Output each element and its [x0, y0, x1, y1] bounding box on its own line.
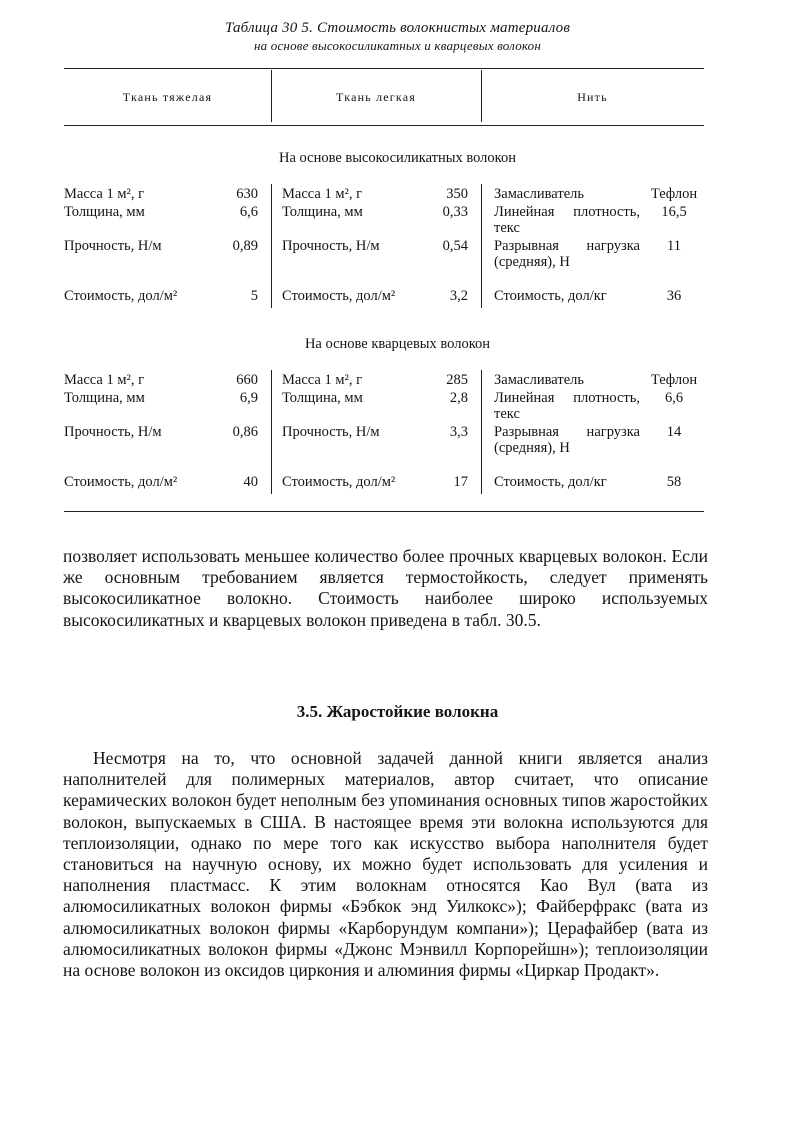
column-divider: [481, 184, 482, 308]
light-param-label: Масса 1 м², г: [282, 372, 363, 388]
table-top-rule: [64, 68, 704, 69]
yarn-param-label: Разрывная нагрузка (средняя), Н: [494, 238, 640, 270]
yarn-param-value: 16,5: [661, 204, 687, 220]
column-divider: [271, 184, 272, 308]
table-caption-subtitle: на основе высокосиликатных и кварцевых волокон: [253, 38, 542, 53]
light-param-value: 3,2: [449, 288, 468, 304]
light-param-value: 3,3: [449, 424, 468, 440]
yarn-param-value: 6,6: [664, 390, 684, 406]
column-divider: [481, 370, 482, 494]
light-param-value: 0,54: [442, 238, 468, 254]
yarn-param-value: 14: [666, 424, 682, 440]
light-param-label: Толщина, мм: [282, 204, 363, 220]
body-paragraph-2: Несмотря на то, что основной задачей данной книги является анализ наполнителей для полимерных материалов, автор считает, что описание керамических волокон будет неполным без упоминания основных типов жаростойких волокон, выпускаемых в США. В настоящее время эти волокна используются для теплоизоляции, однако по мере того как искусство выбора наполнителя будет становиться на научную основу, их можно будет использовать для усиления и наполнения пластмасс. К этим волокнам относятся Као Вул (вата из алюмосиликатных волокон фирмы «Бэбкок энд Уилкокс»); Файберфракс (вата из алюмосиликатных волокон фирмы «Карборундум компани»); Церафайбер (вата из алюмосиликатных волокон фирмы «Джонс Мэнвилл Корпорейшн»); теплоизоляции на основе волокон из оксидов циркония и алюминия фирмы «Циркар Продакт».: [63, 748, 708, 981]
heavy-param-label: Прочность, Н/м: [64, 238, 162, 254]
heavy-param-value: 660: [236, 372, 258, 388]
heavy-param-label: Прочность, Н/м: [64, 424, 162, 440]
yarn-param-value: Тефлон: [650, 186, 698, 202]
light-param-label: Стоимость, дол/м²: [282, 474, 396, 490]
heavy-param-label: Стоимость, дол/м²: [64, 288, 178, 304]
heavy-param-value: 0,89: [232, 238, 258, 254]
section-title: На основе кварцевых волокон: [304, 336, 491, 352]
yarn-param-label: Замасливатель: [494, 186, 584, 202]
heavy-param-value: 0,86: [232, 424, 258, 440]
light-param-value: 17: [453, 474, 468, 490]
yarn-param-label: Замасливатель: [494, 372, 584, 388]
section-heading: 3.5. Жаростойкие волокна: [296, 702, 499, 721]
yarn-param-label: Стоимость, дол/кг: [494, 288, 607, 304]
light-param-label: Масса 1 м², г: [282, 186, 363, 202]
yarn-param-value: 11: [667, 238, 681, 254]
yarn-param-value: 58: [666, 474, 682, 490]
column-header-yarn: Нить: [577, 90, 608, 104]
heavy-param-value: 6,9: [239, 390, 258, 406]
heavy-param-value: 5: [250, 288, 258, 304]
body-paragraph-1: позволяет использовать меньшее количество более прочных кварцевых волокон. Если же основным требованием является термостойкость, следует применять высокосиликатное волокно. Стоимость наиболее широко используемых высокосиликатных и кварцевых волокон приведена в табл. 30.5.: [63, 546, 708, 630]
light-param-label: Толщина, мм: [282, 390, 363, 406]
light-param-label: Стоимость, дол/м²: [282, 288, 396, 304]
yarn-param-value: 36: [666, 288, 682, 304]
heavy-param-value: 40: [243, 474, 258, 490]
section-title: На основе высокосиликатных волокон: [278, 150, 516, 166]
heavy-param-value: 630: [236, 186, 258, 202]
column-header-light: Ткань легкая: [335, 90, 417, 104]
heavy-param-value: 6,6: [239, 204, 258, 220]
light-param-value: 285: [446, 372, 468, 388]
heavy-param-label: Толщина, мм: [64, 204, 145, 220]
light-param-label: Прочность, Н/м: [282, 424, 380, 440]
light-param-label: Прочность, Н/м: [282, 238, 380, 254]
light-param-value: 2,8: [449, 390, 468, 406]
heavy-param-label: Толщина, мм: [64, 390, 145, 406]
light-param-value: 350: [446, 186, 468, 202]
yarn-param-label: Линейная плотность, текс: [494, 204, 640, 236]
heavy-param-label: Масса 1 м², г: [64, 186, 145, 202]
yarn-param-value: Тефлон: [650, 372, 698, 388]
table-caption-title: Таблица 30 5. Стоимость волокнистых материалов: [224, 20, 571, 36]
header-bottom-rule: [64, 125, 704, 126]
yarn-param-label: Разрывная нагрузка (средняя), Н: [494, 424, 640, 456]
heavy-param-label: Стоимость, дол/м²: [64, 474, 178, 490]
column-divider: [271, 370, 272, 494]
yarn-param-label: Линейная плотность, текс: [494, 390, 640, 422]
column-header-heavy: Ткань тяжелая: [122, 90, 213, 104]
yarn-param-label: Стоимость, дол/кг: [494, 474, 607, 490]
light-param-value: 0,33: [442, 204, 468, 220]
heavy-param-label: Масса 1 м², г: [64, 372, 145, 388]
table-bottom-rule: [64, 511, 704, 512]
